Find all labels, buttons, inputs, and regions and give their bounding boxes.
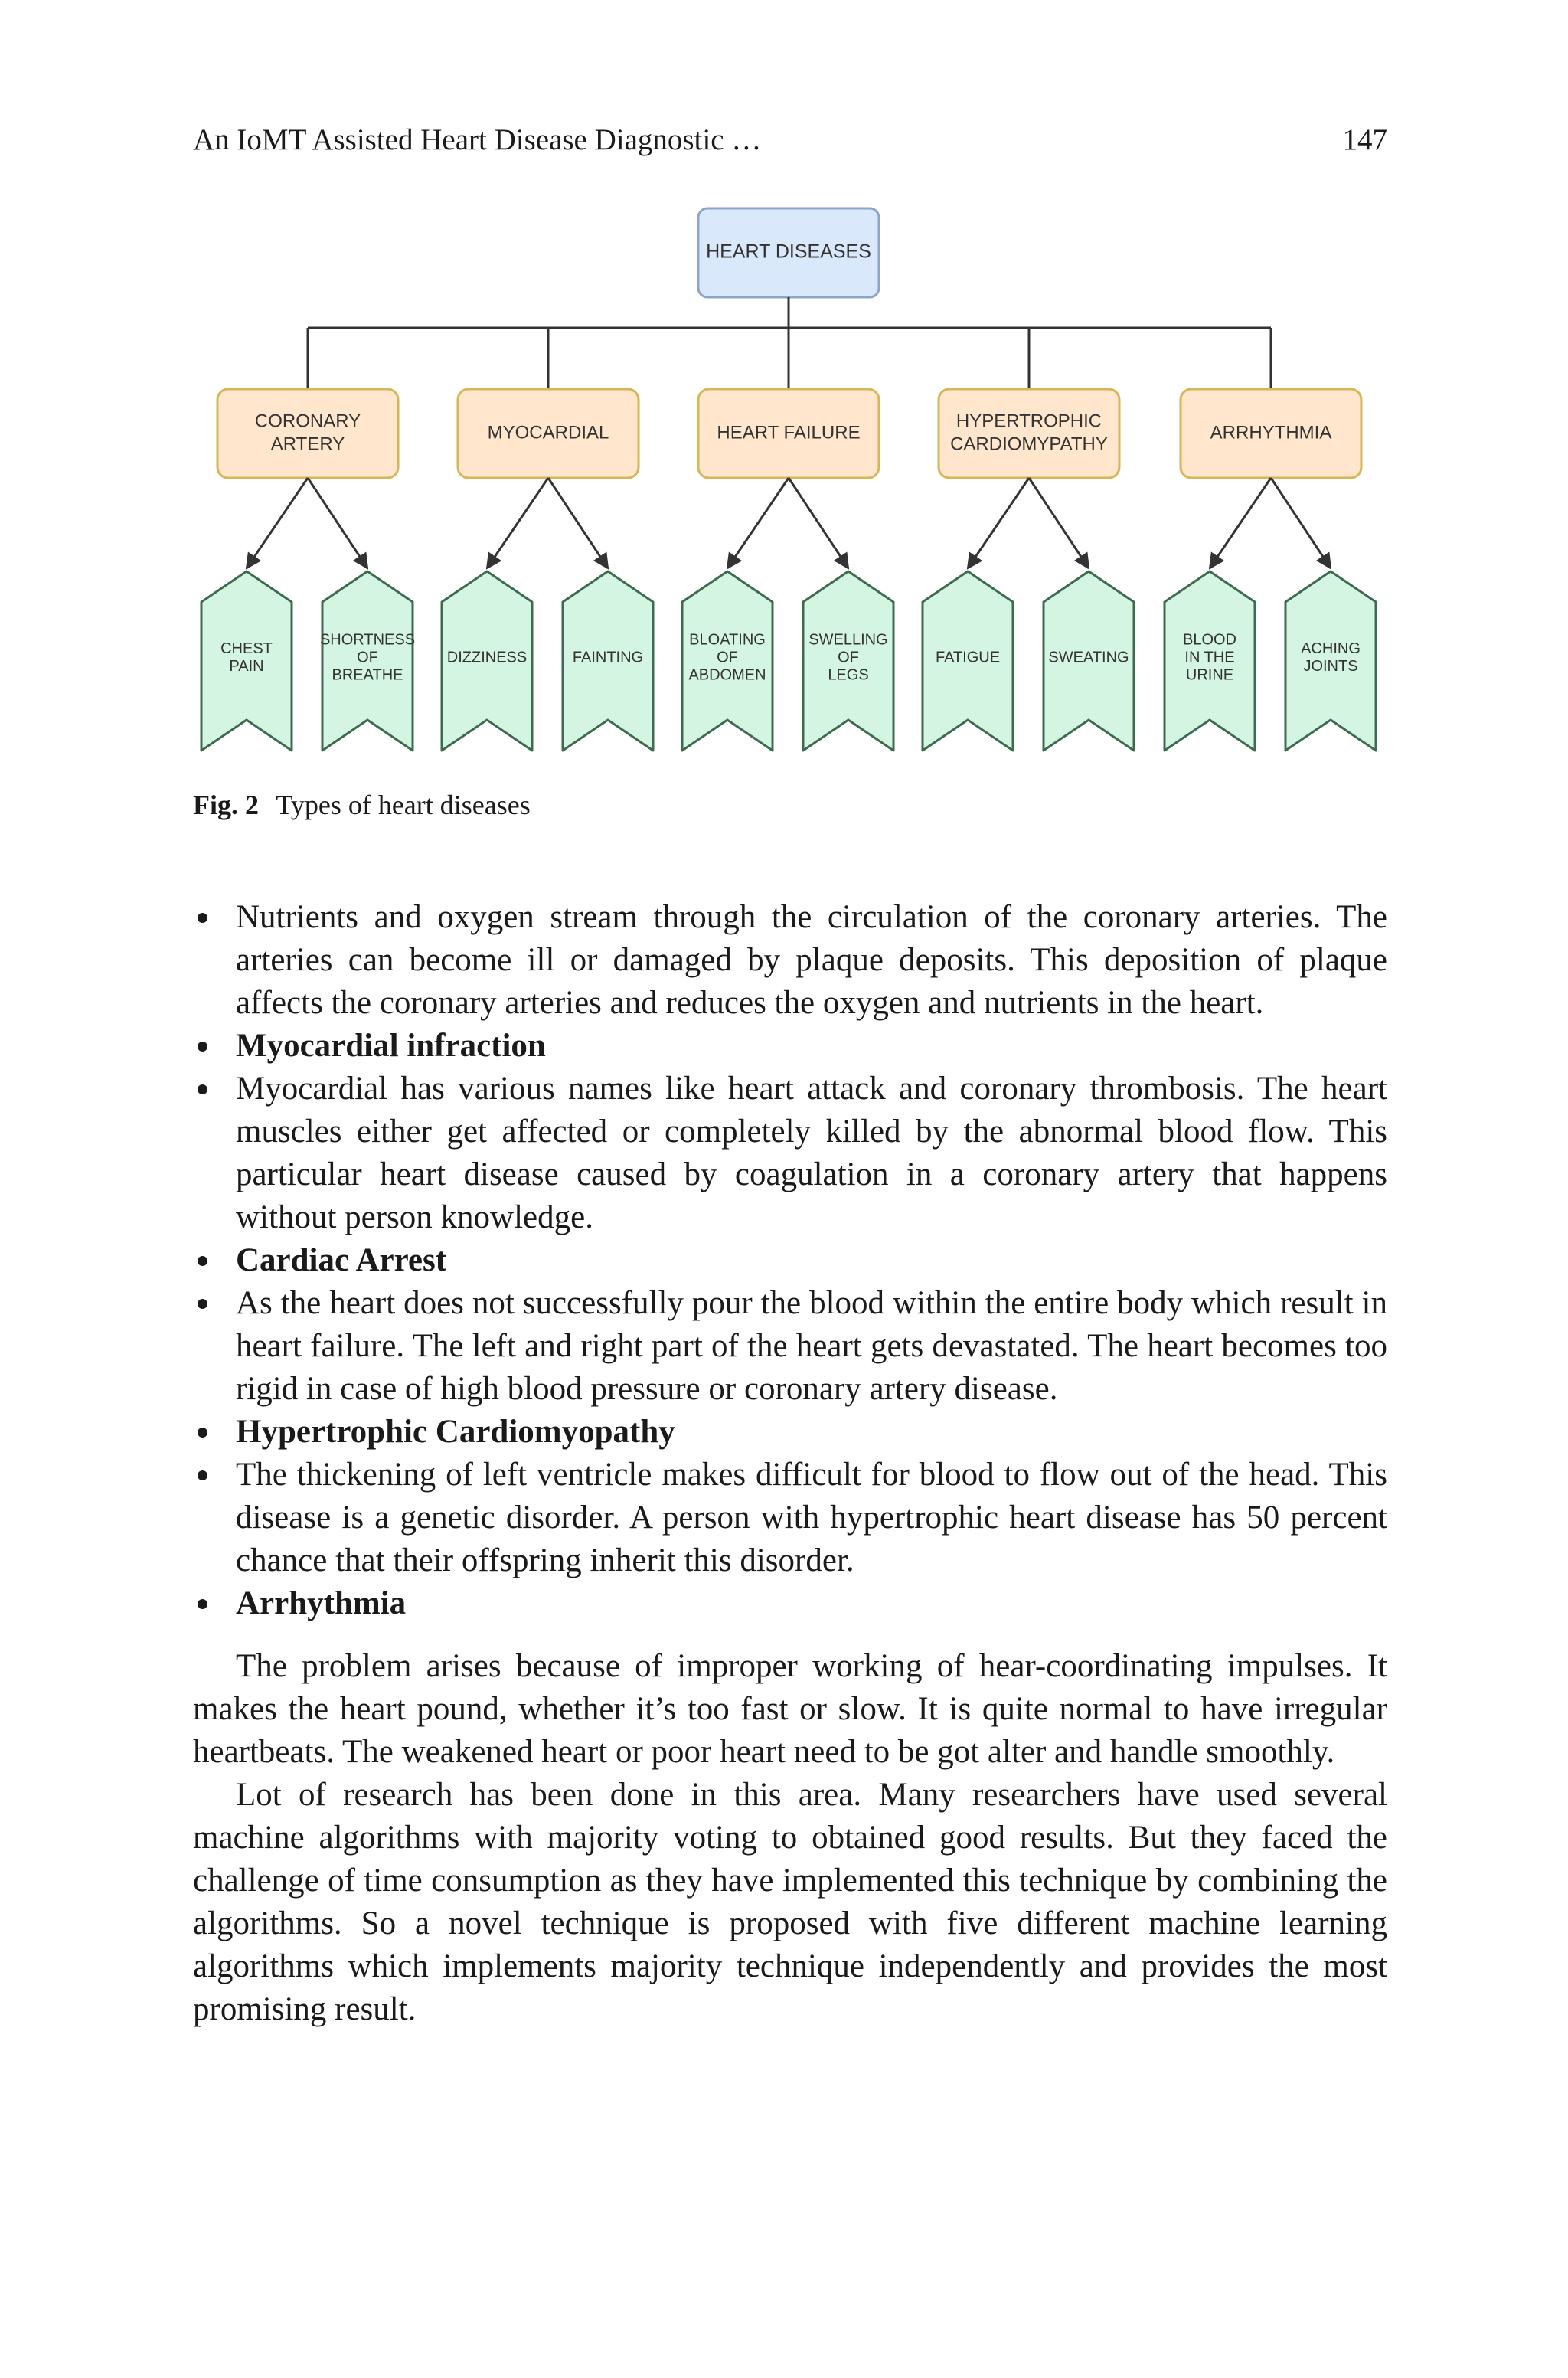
symptom-label: ACHING <box>1301 639 1361 657</box>
arrow-line <box>308 478 368 568</box>
bullet-heading: Myocardial infraction <box>193 1025 1387 1068</box>
paragraph: Lot of research has been done in this area. Many researchers have used several machine algorithms with majority voting to obtained good results. But they faced the challenge of time consumption as they have implemented this technique by combining the algorithms. So a novel technique is proposed with five different machine learning algorithms which implements majority technique independently and provides the most promising result. <box>193 1777 1387 2027</box>
symptom-label: CHEST <box>220 639 273 657</box>
category-label: ARRHYTHMIA <box>1210 422 1332 443</box>
symptom-label: BLOOD <box>1182 631 1237 649</box>
category-label: CORONARY <box>254 411 361 432</box>
page-number: 147 <box>1342 123 1387 156</box>
symptom-label: LEGS <box>828 666 869 684</box>
category-label: ARTERY <box>270 433 345 455</box>
symptom-label: SWELLING <box>808 631 888 649</box>
symptom-label: BLOATING <box>689 631 766 649</box>
symptom-label: URINE <box>1185 666 1234 684</box>
arrow-line <box>247 478 308 568</box>
heart-disease-diagram <box>0 199 1568 766</box>
bullet-heading: Arrhythmia <box>193 1582 1387 1625</box>
arrow-line <box>727 478 789 568</box>
figure-label: Fig. 2 <box>193 790 259 820</box>
symptom-label: JOINTS <box>1303 657 1358 675</box>
running-title: An IoMT Assisted Heart Disease Diagnostic … <box>193 123 762 156</box>
figure-caption-text: Types of heart diseases <box>276 790 531 820</box>
bullet-heading: Hypertrophic Cardiomyopathy <box>193 1411 1387 1454</box>
bullet-item: As the heart does not successfully pour the blood within the entire body which result in heart failure. The left and right part of the heart gets devastated. The heart becomes too rigid in case of high blood pressure or coronary artery disease. <box>193 1282 1387 1411</box>
symptom-label: FATIGUE <box>935 649 1001 666</box>
paragraph: The problem arises because of improper working of hear-coordinating impulses. It makes the heart pound, whether it’s too fast or slow. It is quite normal to have irregular heartbeats. The weakened heart or poor heart need to be got alter and handle smoothly. <box>193 1648 1387 1770</box>
category-label: MYOCARDIAL <box>487 422 609 443</box>
symptom-label: BREATHE <box>332 666 403 684</box>
symptom-label: ABDOMEN <box>688 666 766 684</box>
arrow-line <box>548 478 608 568</box>
symptom-label: FAINTING <box>572 649 644 666</box>
body-text <box>193 896 1387 2031</box>
arrow-line <box>1271 478 1331 568</box>
symptom-label: PAIN <box>229 657 264 675</box>
bullet-item: Nutrients and oxygen stream through the circulation of the coronary arteries. The arteries can become ill or damaged by plaque deposits. This deposition of plaque affects the coronary arteries and reduces the oxygen and nutrients in the heart. <box>193 896 1387 1025</box>
category-label: CARDIOMYPATHY <box>950 433 1108 455</box>
symptom-label: IN THE <box>1184 649 1235 666</box>
root-label: HEART DISEASES <box>706 240 871 263</box>
symptom-label: OF <box>357 649 378 666</box>
symptom-label: SHORTNESS <box>319 631 416 649</box>
category-label: HYPERTROPHIC <box>956 411 1102 432</box>
arrow-line <box>1210 478 1271 568</box>
arrow-line <box>789 478 848 568</box>
arrow-line <box>968 478 1029 568</box>
arrow-line <box>1029 478 1089 568</box>
bullet-list <box>193 896 1387 1625</box>
arrow-line <box>487 478 548 568</box>
symptom-label: OF <box>717 649 738 666</box>
figure-caption <box>193 789 531 821</box>
symptom-label: DIZZINESS <box>446 649 528 666</box>
bullet-heading: Cardiac Arrest <box>193 1239 1387 1282</box>
bullet-item: Myocardial has various names like heart attack and coronary thrombosis. The heart muscles either get affected or completely killed by the abnormal blood flow. This particular heart disease caused by coagulation in a coronary artery that happens without person knowledge. <box>193 1068 1387 1239</box>
running-header <box>193 123 1387 165</box>
bullet-item: The thickening of left ventricle makes difficult for blood to flow out of the head. This disease is a genetic disorder. A person with hypertrophic heart disease has 50 percent chance that their offspring inherit this disorder. <box>193 1454 1387 1582</box>
symptom-label: SWEATING <box>1048 649 1129 666</box>
symptom-label: OF <box>838 649 859 666</box>
category-label: HEART FAILURE <box>717 422 861 443</box>
